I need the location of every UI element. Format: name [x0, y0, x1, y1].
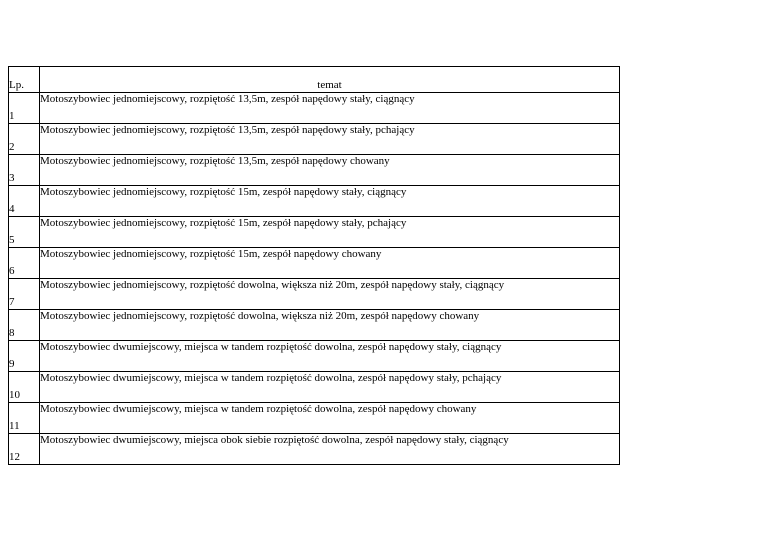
row-number: 1 [9, 93, 40, 124]
row-number: 8 [9, 310, 40, 341]
table-row [9, 434, 620, 465]
row-number: 3 [9, 155, 40, 186]
row-number: 10 [9, 372, 40, 403]
table-row [9, 186, 620, 217]
row-number: 7 [9, 279, 40, 310]
table-row [9, 124, 620, 155]
table-row [9, 372, 620, 403]
table-row [9, 341, 620, 372]
row-topic: Motoszybowiec jednomiejscowy, rozpiętość 13,5m, zespół napędowy chowany [40, 155, 620, 186]
row-topic: Motoszybowiec jednomiejscowy, rozpiętość 15m, zespół napędowy stały, ciągnący [40, 186, 620, 217]
row-number: 4 [9, 186, 40, 217]
table-row [9, 155, 620, 186]
row-topic: Motoszybowiec dwumiejscowy, miejsca obok siebie rozpiętość dowolna, zespół napędowy stały, ciągnący [40, 434, 620, 465]
row-topic: Motoszybowiec jednomiejscowy, rozpiętość 13,5m, zespół napędowy stały, ciągnący [40, 93, 620, 124]
row-topic: Motoszybowiec jednomiejscowy, rozpiętość dowolna, większa niż 20m, zespół napędowy stały, ciągnący [40, 279, 620, 310]
row-topic: Motoszybowiec dwumiejscowy, miejsca w tandem rozpiętość dowolna, zespół napędowy stały, ciągnący [40, 341, 620, 372]
row-topic: Motoszybowiec jednomiejscowy, rozpiętość 15m, zespół napędowy stały, pchający [40, 217, 620, 248]
row-number: 2 [9, 124, 40, 155]
header-lp: Lp. [9, 67, 40, 93]
row-topic: Motoszybowiec jednomiejscowy, rozpiętość 15m, zespół napędowy chowany [40, 248, 620, 279]
table-row [9, 310, 620, 341]
row-number: 12 [9, 434, 40, 465]
table-row [9, 248, 620, 279]
header-temat: temat [40, 67, 620, 93]
table-header-row [9, 67, 620, 93]
row-number: 5 [9, 217, 40, 248]
row-topic: Motoszybowiec dwumiejscowy, miejsca w tandem rozpiętość dowolna, zespół napędowy chowany [40, 403, 620, 434]
table-row [9, 93, 620, 124]
row-number: 6 [9, 248, 40, 279]
row-topic: Motoszybowiec jednomiejscowy, rozpiętość dowolna, większa niż 20m, zespół napędowy chowany [40, 310, 620, 341]
topics-table [8, 66, 620, 465]
table-row [9, 217, 620, 248]
table-row [9, 279, 620, 310]
row-topic: Motoszybowiec jednomiejscowy, rozpiętość 13,5m, zespół napędowy stały, pchający [40, 124, 620, 155]
row-topic: Motoszybowiec dwumiejscowy, miejsca w tandem rozpiętość dowolna, zespół napędowy stały, pchający [40, 372, 620, 403]
row-number: 9 [9, 341, 40, 372]
row-number: 11 [9, 403, 40, 434]
table-row [9, 403, 620, 434]
